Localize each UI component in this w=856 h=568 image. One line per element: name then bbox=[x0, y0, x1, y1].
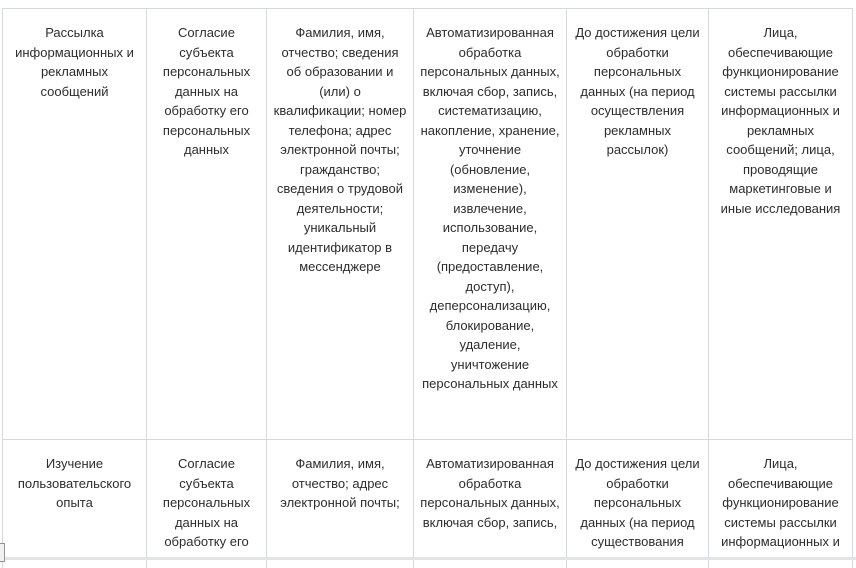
personal-data-table bbox=[2, 8, 853, 568]
table-row bbox=[3, 440, 852, 568]
table-cell-legal-basis: Согласие субъекта персональных данных на обработку его bbox=[147, 440, 267, 568]
table-cell-data-categories: Фамилия, имя, отчество; адрес электронной почты; bbox=[267, 440, 414, 568]
table-cell-processing-actions: Автоматизированная обработка персональных данных, включая сбор, запись, bbox=[414, 440, 567, 568]
table-row bbox=[3, 9, 852, 440]
table-cell-processing-actions: Автоматизированная обработка персональных данных, включая сбор, запись, систематизацию, накопление, хранение, уточнение (обновление, изменение), извлечение, использование, передачу (предоставление, доступ), деперсонализацию, блокирование, удаление, уничтожение персональных данных bbox=[414, 9, 567, 440]
table-cell-data-categories: Фамилия, имя, отчество; сведения об образовании и (или) о квалификации; номер телефона; адрес электронной почты; гражданство; сведения о трудовой деятельности; уникальный идентификатор в мессенджере bbox=[267, 9, 414, 440]
table-cell-purpose: Изучение пользовательского опыта bbox=[3, 440, 147, 568]
page-break-divider bbox=[0, 557, 856, 560]
scrollbar-fragment[interactable] bbox=[0, 543, 5, 562]
table-cell-retention-period: До достижения цели обработки персональных данных (на период осуществления рекламных рассылок) bbox=[567, 9, 709, 440]
table-cell-retention-period: До достижения цели обработки персональных данных (на период существования bbox=[567, 440, 709, 568]
table-cell-purpose: Рассылка информационных и рекламных сообщений bbox=[3, 9, 147, 440]
table-cell-recipients: Лица, обеспечивающие функционирование системы рассылки информационных и рекламных сообщений; лица, проводящие маркетинговые и иные исследования bbox=[709, 9, 852, 440]
table-cell-legal-basis: Согласие субъекта персональных данных на обработку его персональных данных bbox=[147, 9, 267, 440]
table-cell-recipients: Лица, обеспечивающие функционирование системы рассылки информационных и bbox=[721, 456, 840, 549]
